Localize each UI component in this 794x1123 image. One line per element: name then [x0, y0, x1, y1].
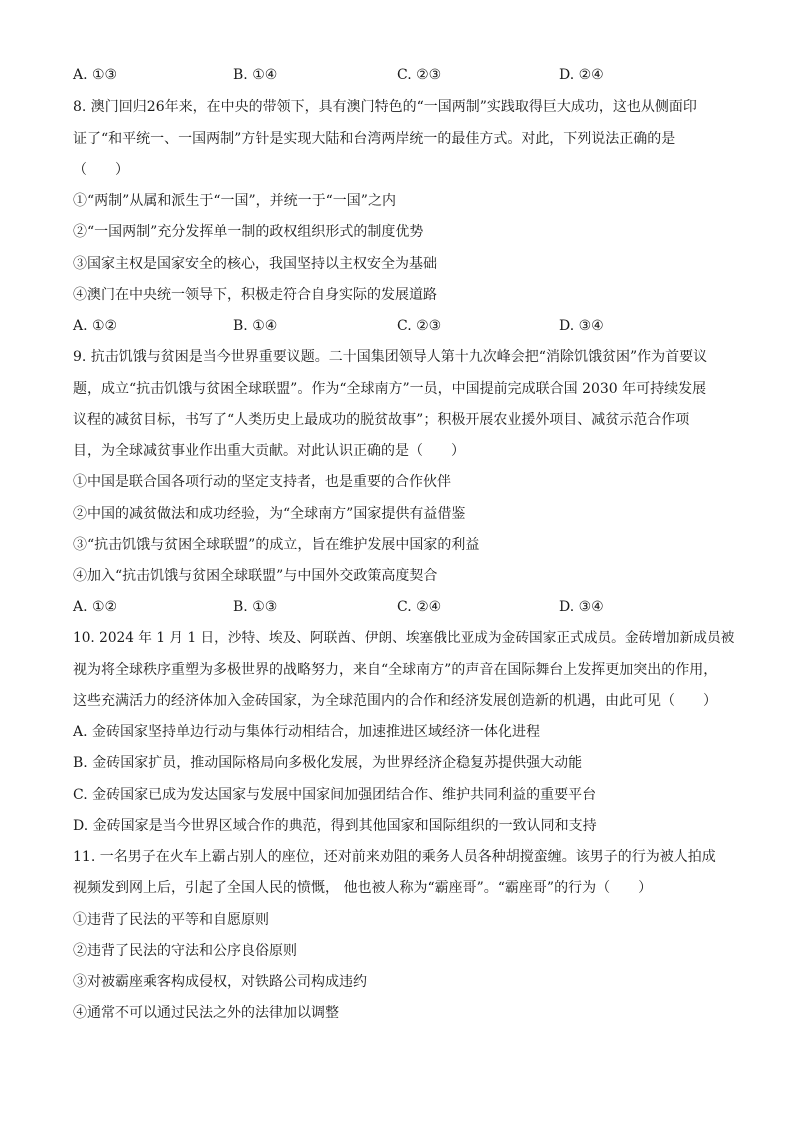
q8-statement-1: ①“两制”从属和派生于“一国”，并统一于“一国”之内: [73, 193, 396, 209]
q9-option-c[interactable]: C. ②④: [397, 599, 442, 615]
q9-stem-line-3: 议程的减贫目标，书写了“人类历史上最成功的脱贫故事”；积极开展农业援外项目、减贫示范合作项: [73, 412, 690, 428]
q10-option-b[interactable]: B. 金砖国家扩员，推动国际格局向多极化发展，为世界经济企稳复苏提供强大动能: [73, 755, 583, 771]
q8-stem-line-2: 证了“和平统一、一国两制”方针是实现大陆和台湾两岸统一的最佳方式。对此，下列说法正确的是: [73, 131, 676, 147]
q10-stem-line-3: 这些充满活力的经济体加入金砖国家，为全球范围内的合作和经济发展创造新的机遇，由此可见（ ）: [73, 693, 717, 709]
q9-stem-line-1: 9. 抗击饥饿与贫困是当今世界重要议题。二十国集团领导人第十九次峰会把“消除饥饿贫困”作为首要议: [73, 349, 708, 365]
q11-stem-line-1: 11. 一名男子在火车上霸占别人的座位，还对前来劝阻的乘务人员各种胡搅蛮缠。该男子的行为被人拍成: [73, 849, 716, 865]
q8-statement-2: ②“一国两制”充分发挥单一制的政权组织形式的制度优势: [73, 224, 424, 240]
q9-option-d[interactable]: D. ③④: [559, 599, 604, 615]
q11-stem-line-2: 视频发到网上后，引起了全国人民的愤慨， 他也被人称为“霸座哥”。“霸座哥”的行为（ ）: [73, 880, 653, 896]
q7-option-b[interactable]: B. ①④: [233, 67, 278, 83]
q8-stem-line-3: （ ）: [73, 162, 129, 178]
q8-option-b[interactable]: B. ①④: [233, 318, 278, 334]
q9-statement-1: ①中国是联合国各项行动的坚定支持者，也是重要的合作伙伴: [73, 474, 451, 490]
q9-statement-2: ②中国的减贫做法和成功经验，为“全球南方”国家提供有益借鉴: [73, 506, 466, 522]
q11-statement-1: ①违背了民法的平等和自愿原则: [73, 912, 269, 928]
q10-stem-line-1: 10. 2024 年 1 月 1 日，沙特、埃及、阿联酋、伊朗、埃塞俄比亚成为金砖国家正式成员。金砖增加新成员被: [73, 630, 735, 646]
q9-stem-line-4: 目，为全球减贫事业作出重大贡献。对此认识正确的是（ ）: [73, 443, 465, 459]
q7-option-d[interactable]: D. ②④: [559, 67, 604, 83]
q8-statement-4: ④澳门在中央统一领导下，积极走符合自身实际的发展道路: [73, 287, 437, 303]
q8-option-d[interactable]: D. ③④: [559, 318, 604, 334]
q9-stem-line-2: 题，成立“抗击饥饿与贫困全球联盟”。作为“全球南方”一员，中国提前完成联合国 2030 年可持续发展: [73, 381, 707, 397]
q8-stem-line-1: 8. 澳门回归26年来，在中央的带领下，具有澳门特色的“一国两制”实践取得巨大成功，这也从侧面印: [73, 99, 697, 115]
q9-statement-4: ④加入“抗击饥饿与贫困全球联盟”与中国外交政策高度契合: [73, 568, 438, 584]
q10-stem-line-2: 视为将全球秩序重塑为多极世界的战略努力，来自“全球南方”的声音在国际舞台上发挥更加突出的作用，: [73, 662, 718, 678]
q8-option-a[interactable]: A. ①②: [73, 318, 118, 334]
q11-statement-3: ③对被霸座乘客构成侵权，对铁路公司构成违约: [73, 974, 367, 990]
q10-option-d[interactable]: D. 金砖国家是当今世界区域合作的典范，得到其他国家和国际组织的一致认同和支持: [73, 818, 597, 834]
q11-statement-2: ②违背了民法的守法和公序良俗原则: [73, 943, 297, 959]
q9-option-a[interactable]: A. ①②: [73, 599, 118, 615]
q7-option-c[interactable]: C. ②③: [397, 67, 442, 83]
q9-option-b[interactable]: B. ①③: [233, 599, 278, 615]
q9-statement-3: ③“抗击饥饿与贫困全球联盟”的成立，旨在维护发展中国家的利益: [73, 537, 480, 553]
q8-option-c[interactable]: C. ②③: [397, 318, 442, 334]
q11-statement-4: ④通常不可以通过民法之外的法律加以调整: [73, 1005, 339, 1021]
q8-statement-3: ③国家主权是国家安全的核心，我国坚持以主权安全为基础: [73, 256, 437, 272]
q7-option-a[interactable]: A. ①③: [73, 67, 118, 83]
q10-option-a[interactable]: A. 金砖国家坚持单边行动与集体行动相结合，加速推进区域经济一体化进程: [73, 724, 541, 740]
q10-option-c[interactable]: C. 金砖国家已成为发达国家与发展中国家间加强团结合作、维护共同利益的重要平台: [73, 787, 597, 803]
